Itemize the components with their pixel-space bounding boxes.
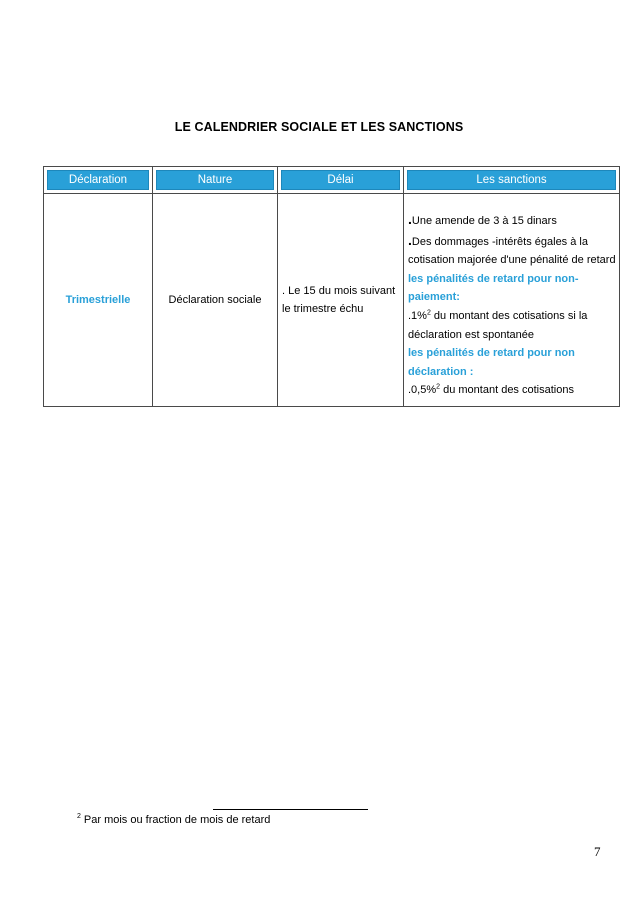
header-declaration-cell bbox=[44, 167, 153, 194]
footnote-divider bbox=[213, 809, 368, 810]
sanction-line-10 bbox=[408, 381, 619, 400]
sanction-line-3: cotisation majorée d'une pénalité de retard bbox=[408, 254, 616, 267]
sanction-line-1 bbox=[408, 210, 619, 231]
sanction-text-2: Des dommages -intérêts égales à la bbox=[411, 235, 588, 248]
header-delai-cell bbox=[278, 167, 404, 194]
sanction-line-7: déclaration est spontanée bbox=[408, 328, 534, 341]
sanction-heading-nondeclaration-2: déclaration : bbox=[408, 365, 474, 378]
rate-2: .0,5% bbox=[408, 384, 437, 397]
sanction-text-10: du montant des cotisations bbox=[440, 384, 574, 397]
footnote-ref-2: 2 bbox=[436, 383, 441, 391]
header-declaration: Déclaration bbox=[47, 170, 149, 190]
declaration-cell: Trimestrielle bbox=[44, 194, 153, 407]
sanction-heading-nonpaiement-1: les pénalités de retard pour non- bbox=[408, 272, 579, 285]
footnote-ref-1: 2 bbox=[426, 309, 431, 317]
header-sanctions-cell bbox=[404, 167, 620, 194]
footnote bbox=[77, 814, 270, 826]
footnote-marker: 2 bbox=[77, 813, 81, 821]
bullet-2: . bbox=[408, 231, 412, 248]
header-nature-cell bbox=[153, 167, 278, 194]
delai-cell bbox=[278, 194, 404, 407]
delai-line-1: . Le 15 du mois suivant bbox=[282, 285, 396, 297]
sanction-heading-nonpaiement-2: paiement: bbox=[408, 291, 460, 304]
page-number: 7 bbox=[594, 844, 601, 859]
sanction-text-1: Une amende de 3 à 15 dinars bbox=[411, 215, 557, 227]
header-delai: Délai bbox=[281, 170, 400, 190]
sanction-text-6: du montant des cotisations si la bbox=[430, 309, 588, 322]
page-title: LE CALENDRIER SOCIALE ET LES SANCTIONS bbox=[174, 120, 464, 134]
header-nature: Nature bbox=[156, 170, 274, 190]
bullet-1: . bbox=[408, 211, 412, 227]
sanction-line-6 bbox=[408, 307, 619, 326]
sanctions-table bbox=[43, 166, 620, 407]
rate-1: .1% bbox=[408, 309, 427, 322]
table-header-row bbox=[44, 167, 620, 194]
delai-line-2: le trimestre échu bbox=[282, 303, 364, 315]
footnote-text: Par mois ou fraction de mois de retard bbox=[83, 814, 271, 826]
nature-cell: Déclaration sociale bbox=[153, 194, 278, 407]
sanction-line-2 bbox=[408, 231, 619, 252]
sanction-heading-nondeclaration-1: les pénalités de retard pour non bbox=[408, 347, 575, 360]
header-sanctions: Les sanctions bbox=[407, 170, 616, 190]
sanctions-cell bbox=[404, 194, 620, 407]
table-row bbox=[44, 194, 620, 407]
